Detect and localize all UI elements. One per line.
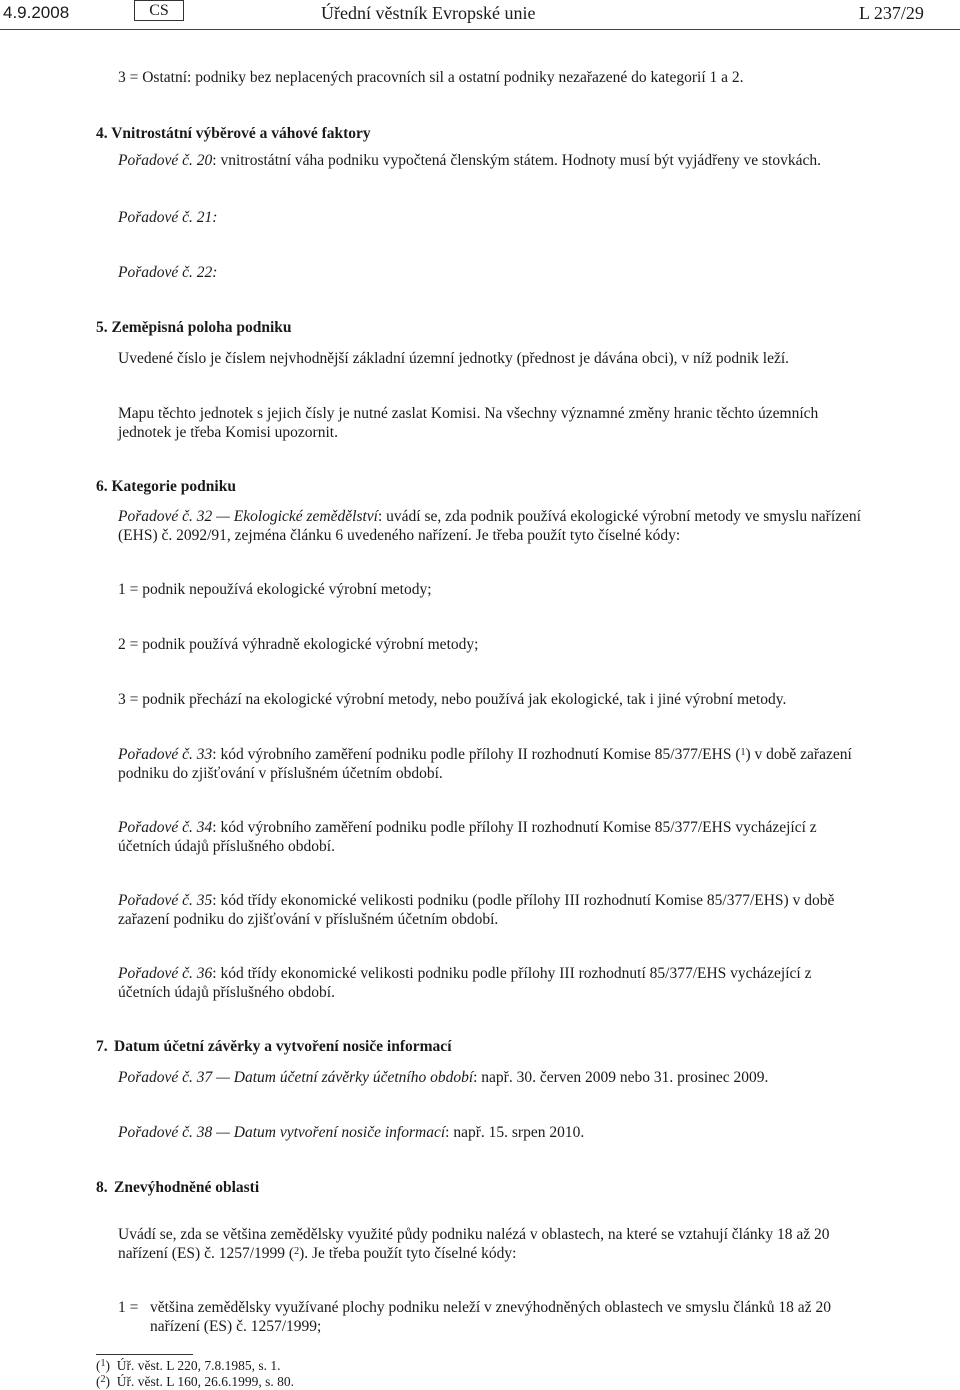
row-33-paragraph xyxy=(118,745,863,783)
footnote-ref-2[interactable]: 2 xyxy=(294,1246,300,1257)
row-32-text: : uvádí se, zda podnik používá ekologické výrobní metody ve smyslu nařízení (EHS) č. 2092/91, zejména článku 6 uvedeného nařízení. Je třeba použít tyto číselné kódy: xyxy=(118,508,861,544)
header-divider xyxy=(0,29,960,30)
section-5-paragraph-2: Mapu těchto jednotek s jejich čísly je nutné zaslat Komisi. Na všechny významné změny hranic těchto územních jednotek je třeba Komisi upozornit. xyxy=(118,405,819,441)
row-38-paragraph xyxy=(118,1123,584,1142)
row-35-paragraph xyxy=(118,891,863,929)
section-8-number: 8. xyxy=(96,1179,108,1196)
organic-code-1: 1 = podnik nepoužívá ekologické výrobní metody; xyxy=(118,581,432,598)
row-36-paragraph xyxy=(118,964,863,1002)
section-7-number: 7. xyxy=(96,1038,108,1055)
page-reference: L 237/29 xyxy=(859,3,924,23)
section-8-title: Znevýhodněné oblasti xyxy=(114,1179,260,1196)
row-33-text-cont: ) v době zařazení podniku do zjišťování v příslušném účetním období. xyxy=(118,746,852,782)
row-34-paragraph xyxy=(118,818,863,856)
footnote-1: ($^1$) Úř. věst. L 220, 7.8.1985, s. 1. xyxy=(96,1358,281,1373)
row-22-label: Pořadové č. 22: xyxy=(118,264,218,281)
row-34-label: Pořadové č. 34 xyxy=(118,819,213,836)
row-37-text: : např. 30. červen 2009 nebo 31. prosinec 2009. xyxy=(473,1069,769,1086)
footnote-ref-1[interactable]: 1 xyxy=(740,747,746,758)
footnote-divider xyxy=(96,1354,193,1355)
row-38-text: : např. 15. srpen 2010. xyxy=(445,1124,585,1141)
organic-code-3: 3 = podnik přechází na ekologické výrobní metody, nebo používá jak ekologické, tak i jiné výrobní metody. xyxy=(118,691,787,708)
section-6-heading: 6. Kategorie podniku xyxy=(96,478,236,495)
row-34-text: : kód výrobního zaměření podniku podle přílohy II rozhodnutí Komise 85/377/EHS vycházející z účetních údajů příslušného období. xyxy=(118,819,817,855)
row-21-label: Pořadové č. 21: xyxy=(118,209,218,226)
row-20-label: Pořadové č. 20 xyxy=(118,152,213,169)
journal-title: Úřední věstník Evropské unie xyxy=(321,3,536,23)
section-5-paragraph-1: Uvedené číslo je číslem nejvhodnější základní územní jednotky (přednost je dávána obci), v níž podnik leží. xyxy=(118,350,790,367)
row-35-text: : kód třídy ekonomické velikosti podniku (podle přílohy III rozhodnutí Komise 85/377/EHS) v době zařazení podniku do zjišťování v příslušném účetním období. xyxy=(118,892,835,928)
language-badge: CS xyxy=(134,0,184,21)
row-20-text: : vnitrostátní váha podniku vypočtená členským státem. Hodnoty musí být vyjádřeny ve stovkách. xyxy=(212,152,821,169)
section-7-title: Datum účetní závěrky a vytvoření nosiče informací xyxy=(114,1038,452,1055)
row-35-label: Pořadové č. 35 xyxy=(118,892,213,909)
footnote-1-text: Úř. věst. L 220, 7.8.1985, s. 1. xyxy=(116,1358,281,1373)
section-4-heading: 4. Vnitrostátní výběrové a váhové faktory xyxy=(96,125,371,142)
footnote-2: ($^2$) Úř. věst. L 160, 26.6.1999, s. 80. xyxy=(96,1374,294,1389)
section-8-paragraph xyxy=(118,1225,863,1263)
row-37-label: Pořadové č. 37 — Datum účetní závěrky účetního období xyxy=(118,1069,474,1086)
section-8-text: Uvádí se, zda se většina zemědělsky využité půdy podniku nalézá v oblastech, na které se vztahují články 18 až 20 nařízení (ES) č. 1257/1999 ( xyxy=(118,1226,830,1262)
section-5-heading: 5. Zeměpisná poloha podniku xyxy=(96,319,292,336)
row-36-label: Pořadové č. 36 xyxy=(118,965,213,982)
category-3-line: 3 = Ostatní: podniky bez neplacených pracovních sil a ostatní podniky nezařazené do kategorií 1 a 2. xyxy=(118,69,744,86)
row-38-label: Pořadové č. 38 — Datum vytvoření nosiče informací xyxy=(118,1124,446,1141)
lfa-code-1 xyxy=(118,1298,863,1336)
row-33-label: Pořadové č. 33 xyxy=(118,746,213,763)
row-33-text: : kód výrobního zaměření podniku podle přílohy II rozhodnutí Komise 85/377/EHS ( xyxy=(212,746,741,763)
row-32-paragraph xyxy=(118,507,863,545)
row-37-paragraph xyxy=(118,1068,768,1087)
lfa-code-1-text: většina zemědělsky využívané plochy podniku neleží v znevýhodněných oblastech ve smyslu článků 18 až 20 nařízení (ES) č. 1257/1999; xyxy=(150,1299,831,1335)
section-8-heading xyxy=(96,1178,259,1197)
row-20-paragraph xyxy=(118,151,821,170)
lfa-code-1-number: 1 = xyxy=(118,1299,139,1316)
section-8-text-cont: ). Je třeba použít tyto číselné kódy: xyxy=(299,1245,517,1262)
footnote-2-text: Úř. věst. L 160, 26.6.1999, s. 80. xyxy=(116,1374,294,1389)
organic-code-2: 2 = podnik používá výhradně ekologické výrobní metody; xyxy=(118,636,479,653)
footnote-2-number: 2 xyxy=(100,1374,106,1385)
publication-date: 4.9.2008 xyxy=(3,3,70,22)
footnote-1-number: 1 xyxy=(100,1358,106,1369)
row-36-text: : kód třídy ekonomické velikosti podniku podle přílohy III rozhodnutí 85/377/EHS vycházející z účetních údajů příslušného období. xyxy=(118,965,812,1001)
section-7-heading xyxy=(96,1037,452,1056)
row-32-label: Pořadové č. 32 — Ekologické zemědělství xyxy=(118,508,378,525)
